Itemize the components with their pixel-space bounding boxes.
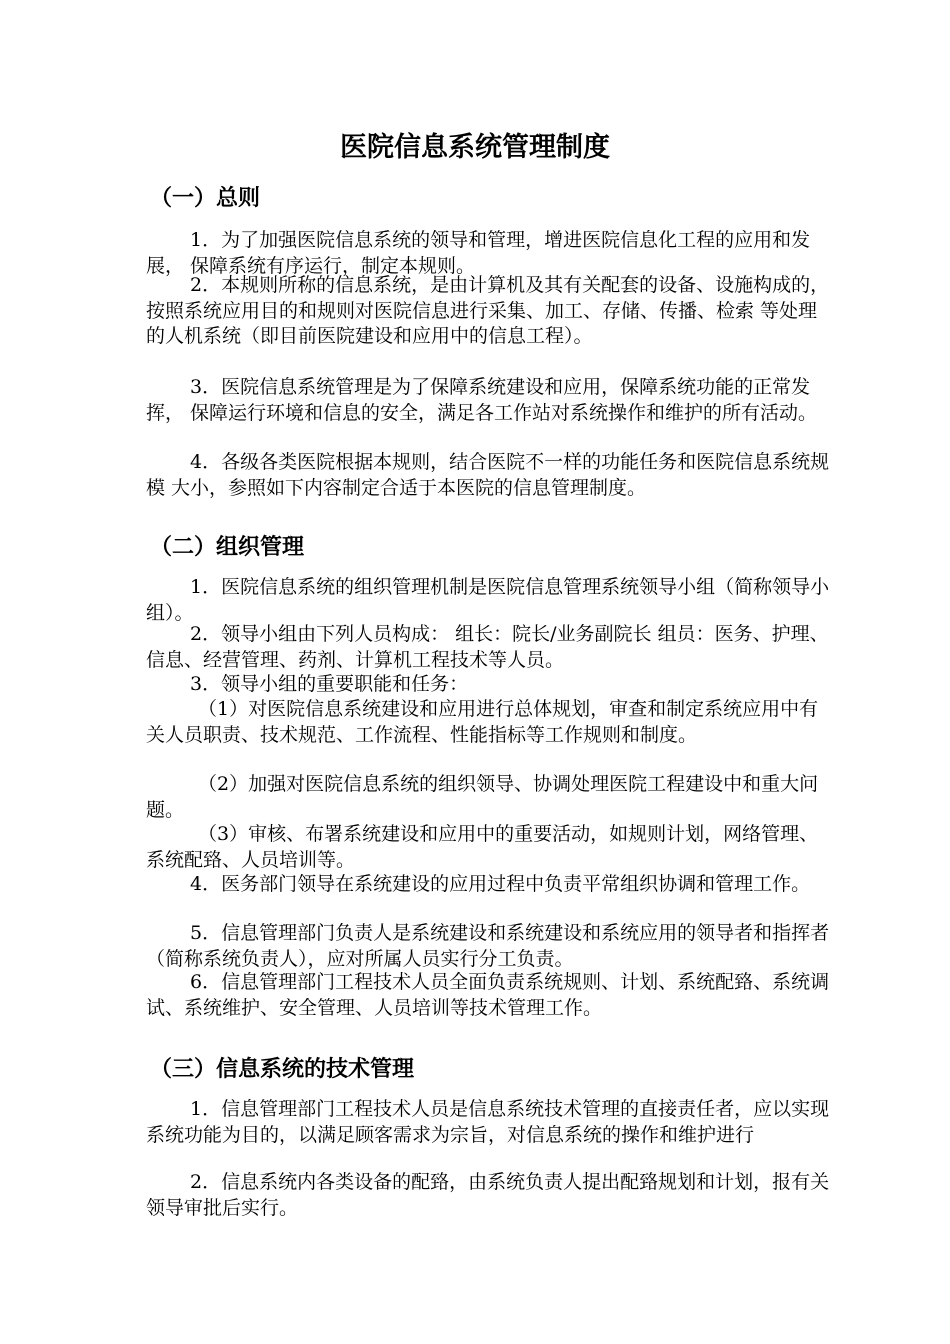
paragraph: 6．信息管理部门工程技术人员全面负责系统规则、计划、系统配臵、系统调 试、系统维护、安全管理、人员培训等技术管理工作。 xyxy=(146,971,830,1019)
paragraph: 4．各级各类医院根据本规则，结合医院不一样的功能任务和医院信息系统规模 大小，参照如下内容制定合适于本医院的信息管理制度。 xyxy=(146,451,830,499)
section-heading-organization: （二）组织管理 xyxy=(150,535,305,560)
paragraph: （1）对医院信息系统建设和应用进行总体规划，审查和制定系统应用中有关人员职责、技术规范、工作流程、性能指标等工作规则和制度。 xyxy=(146,698,819,746)
document-title: 医院信息系统管理制度 xyxy=(340,132,610,163)
paragraph: 3．领导小组的重要职能和任务： xyxy=(190,673,469,695)
paragraph: （3）审核、布署系统建设和应用中的重要活动，如规则计划，网络管理、系统配臵、人员培训等。 xyxy=(146,823,819,871)
paragraph: 2．本规则所称的信息系统，是由计算机及其有关配套的设备、设施构成的， 按照系统应用目的和规则对医院信息进行采集、加工、存储、传播、检索 等处理的人机系统（即目前医院建设和应用中的信息工程）。 xyxy=(146,274,830,347)
paragraph: 3．医院信息系统管理是为了保障系统建设和应用，保障系统功能的正常发挥， 保障运行环境和信息的安全，满足各工作站对系统操作和维护的所有活动。 xyxy=(146,376,818,424)
paragraph: 1．信息管理部门工程技术人员是信息系统技术管理的直接责任者，应以实现系统功能为目的，以满足顾客需求为宗旨，对信息系统的操作和维护进行 xyxy=(146,1098,830,1146)
paragraph: 5．信息管理部门负责人是系统建设和系统建设和系统应用的领导者和指挥者（简称系统负责人），应对所属人员实行分工负责。 xyxy=(146,922,830,970)
paragraph: 2．领导小组由下列人员构成： 组长：院长/业务副院长 组员：医务、护理、信息、经营管理、药剂、计算机工程技术等人员。 xyxy=(146,623,829,671)
section-heading-technical-management: （三）信息系统的技术管理 xyxy=(150,1057,415,1082)
paragraph: 1．医院信息系统的组织管理机制是医院信息管理系统领导小组（简称领导小组）。 xyxy=(146,576,830,624)
paragraph: 2．信息系统内各类设备的配臵，由系统负责人提出配臵规划和计划，报有关 领导审批后实行。 xyxy=(146,1171,830,1219)
paragraph: 4．医务部门领导在系统建设的应用过程中负责平常组织协调和管理工作。 xyxy=(190,873,811,895)
paragraph: 1．为了加强医院信息系统的领导和管理，增进医院信息化工程的应用和发展， 保障系统有序运行，制定本规则。 xyxy=(146,229,811,277)
section-heading-general: （一）总则 xyxy=(150,186,261,211)
paragraph: （2）加强对医院信息系统的组织领导、协调处理医院工程建设中和重大问题。 xyxy=(146,773,819,821)
